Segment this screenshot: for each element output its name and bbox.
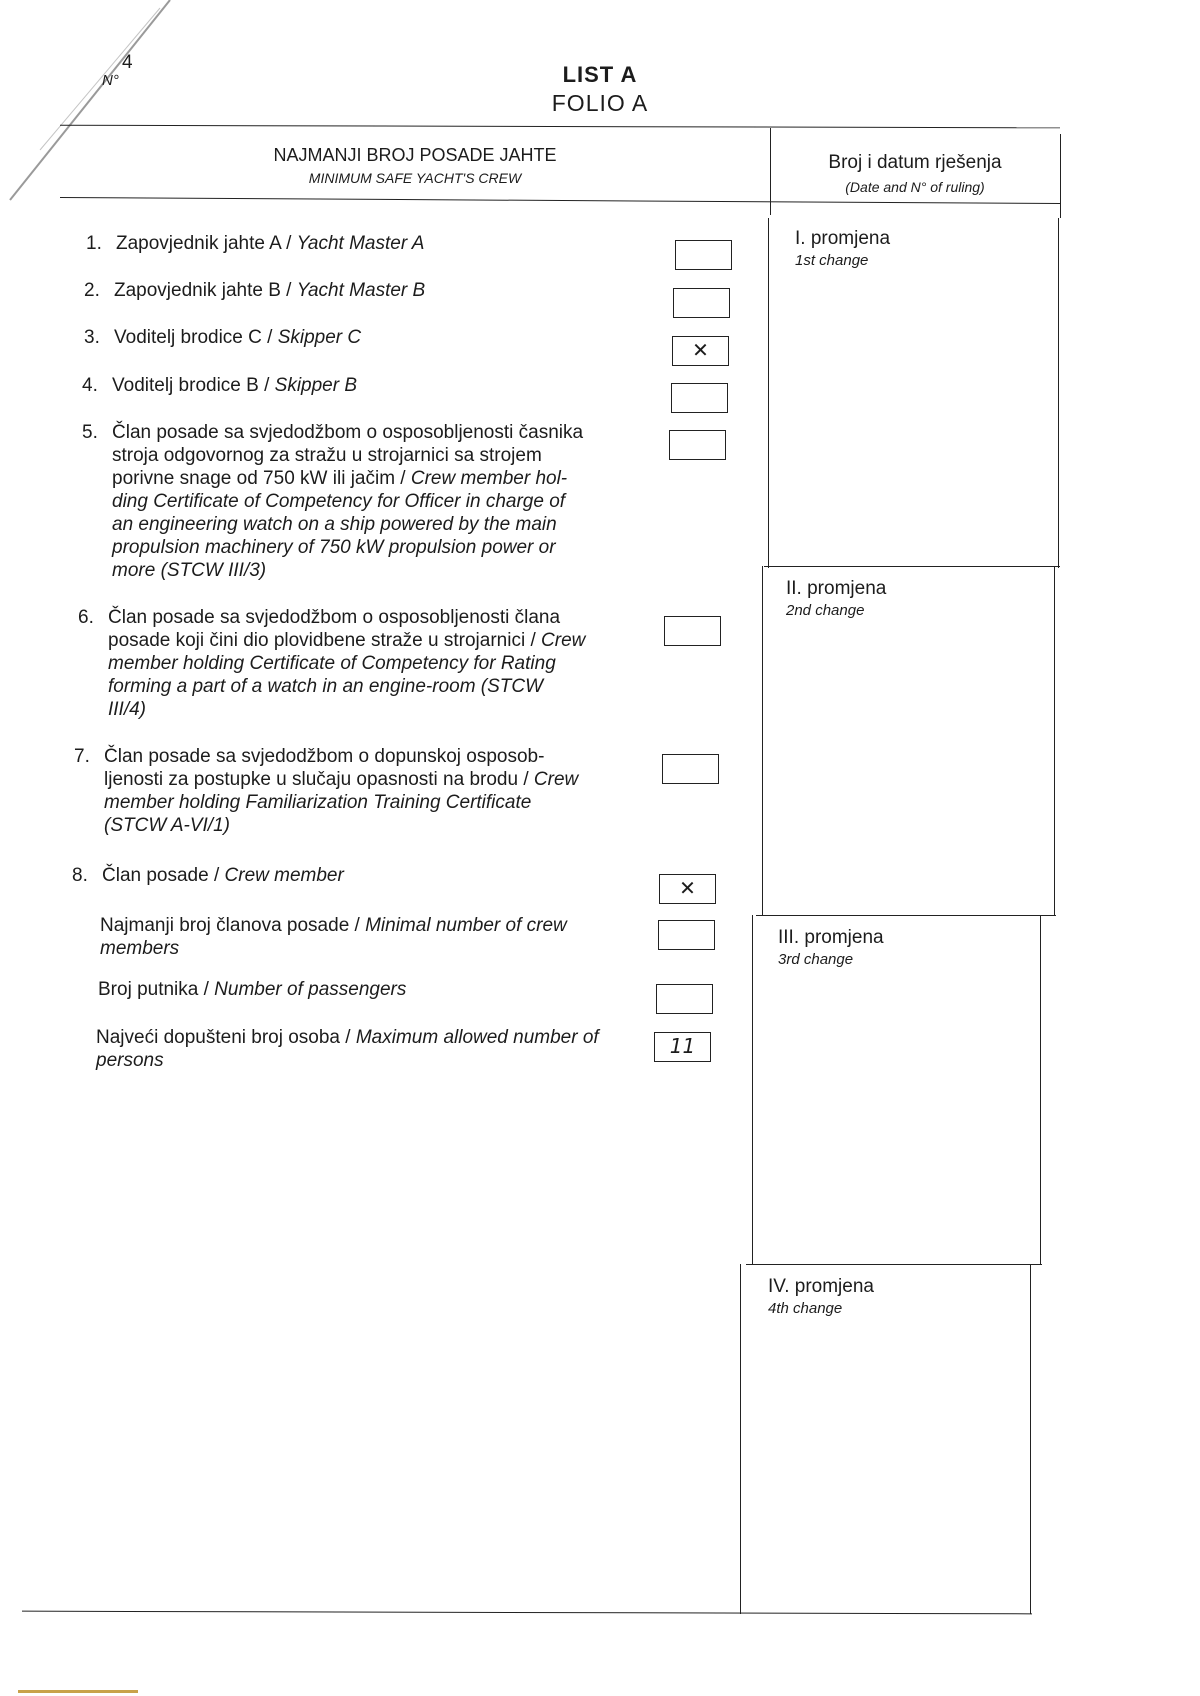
passengers-field[interactable] [656,984,713,1014]
item-line-en: member holding Certificate of Competency for Rating [108,653,556,674]
passengers-label-hr: Broj putnika / [98,979,215,1000]
item-line-en: more (STCW III/3) [112,560,267,581]
change-1-label: I. promjena [795,228,891,249]
item-number: 1. [86,233,102,254]
change-3-label: III. promjena [778,927,884,948]
column-divider-2 [762,566,763,916]
scan-fold-line [0,0,200,220]
change-2-label: II. promjena [786,578,887,599]
right-border-1 [1058,218,1059,568]
item-label-hr: Voditelj brodice B / [112,375,275,396]
crew-header [60,145,770,186]
item-line-en: (STCW A-VI/1) [104,815,230,836]
item-number: 8. [72,865,88,886]
item-number: 3. [84,327,100,348]
header-bottom-border [60,197,1060,204]
change-2-sub: 2nd change [786,602,865,619]
min-crew-label-hr: Najmanji broj članova posade / [100,915,366,936]
max-persons-row [96,1026,626,1072]
item-number: 6. [78,607,94,628]
table-top-border [60,125,1060,129]
right-border-3 [1040,915,1041,1265]
change-separator-3 [746,1264,1042,1265]
item-line-en: III/4) [108,699,147,720]
checkbox-item-2[interactable] [673,288,730,318]
right-border-4 [1030,1264,1031,1614]
passengers-label-en: Number of passengers [214,979,407,1000]
item-label-en: Yacht Master A [296,233,425,254]
item-label-hr: Zapovjednik jahte B / [114,280,297,301]
max-persons-field[interactable]: 11 [654,1032,711,1062]
max-persons-label-hr: Najveći dopušteni broj osoba / [96,1027,356,1048]
item-line-en: propulsion machinery of 750 kW propulsion power or [112,537,556,558]
checkbox-item-7[interactable] [662,754,719,784]
change-4-label: IV. promjena [768,1276,874,1297]
table-bottom-border [22,1611,1032,1615]
column-divider-1 [768,218,769,568]
checkbox-item-5[interactable] [669,430,726,460]
min-crew-field[interactable] [658,920,715,950]
title-line-1: LIST A [562,62,638,87]
item-line: Član posade sa svjedodžbom o osposobljenosti časnika [112,422,584,443]
ruling-header-subtitle: (Date and N° of ruling) [845,179,985,195]
item-label-en: Skipper C [277,327,362,348]
item-number: 4. [82,375,98,396]
item-number: 7. [74,746,90,767]
header-right-border [1060,134,1061,218]
item-line-en: an engineering watch on a ship powered by the main [112,514,557,535]
checkbox-item-3[interactable]: ✕ [672,336,729,366]
crew-header-title: NAJMANJI BROJ POSADE JAHTE [273,145,557,165]
change-2 [786,578,886,619]
item-number: 5. [82,422,98,443]
checkbox-item-4[interactable] [671,383,728,413]
title-line-2: FOLIO A [551,90,649,116]
item-line: stroja odgovornog za stražu u strojarnici sa strojem [112,445,542,466]
item-line-en: Crew [533,769,579,790]
item-line: Član posade sa svjedodžbom o dopunskoj osposob- [104,746,545,767]
ruling-header-title: Broj i datum rješenja [828,152,1002,173]
min-crew-row [100,914,630,960]
item-line-en: Crew [541,630,586,651]
change-3-sub: 3rd change [778,951,854,968]
column-divider-3 [752,915,753,1265]
item-number: 2. [84,280,100,301]
item-label-en: Yacht Master B [296,280,426,301]
change-3 [778,927,884,968]
scan-edge-mark [18,1690,138,1693]
column-divider-4 [740,1264,741,1614]
min-crew-label-en: Minimal number of crew members [100,915,567,959]
right-border-2 [1054,566,1055,916]
item-line: porivne snage od 750 kW ili jačim / [112,468,411,489]
item-label-hr: Zapovjednik jahte A / [116,233,297,254]
change-separator-2 [756,915,1056,916]
item-line: ljenosti za postupke u slučaju opasnosti na brodu / [104,769,534,790]
item-line: posade koji čini dio plovidbene straže u strojarnici / [108,630,542,651]
item-label-en: Skipper B [274,375,358,396]
item-line-en: forming a part of a watch in an engine-room (STCW [108,676,544,697]
item-line-en: member holding Familiarization Training Certificate [104,792,532,813]
max-persons-label-en: Maximum allowed number of persons [96,1027,599,1071]
change-separator-1 [764,566,1060,567]
item-label-hr: Voditelj brodice C / [114,327,278,348]
checkbox-item-8[interactable]: ✕ [659,874,716,904]
document-title [460,62,740,117]
checkbox-item-6[interactable] [664,616,721,646]
page-number: 4 [122,52,133,73]
item-label-en: Crew member [224,865,344,886]
change-4 [768,1276,874,1317]
checkbox-item-1[interactable] [675,240,732,270]
change-1 [795,228,890,269]
item-line-en: Crew member hol- [410,468,568,489]
item-label-hr: Član posade / [102,865,225,886]
passengers-row [98,978,628,1001]
crew-header-subtitle: MINIMUM SAFE YACHT'S CREW [308,170,522,186]
number-mark: N° [102,72,119,89]
item-line-en: ding Certificate of Competency for Officer in charge of [112,491,566,512]
change-4-sub: 4th change [768,1300,843,1317]
item-line: Član posade sa svjedodžbom o osposobljenosti člana [108,607,561,628]
ruling-header [770,152,1060,195]
change-1-sub: 1st change [795,252,869,269]
